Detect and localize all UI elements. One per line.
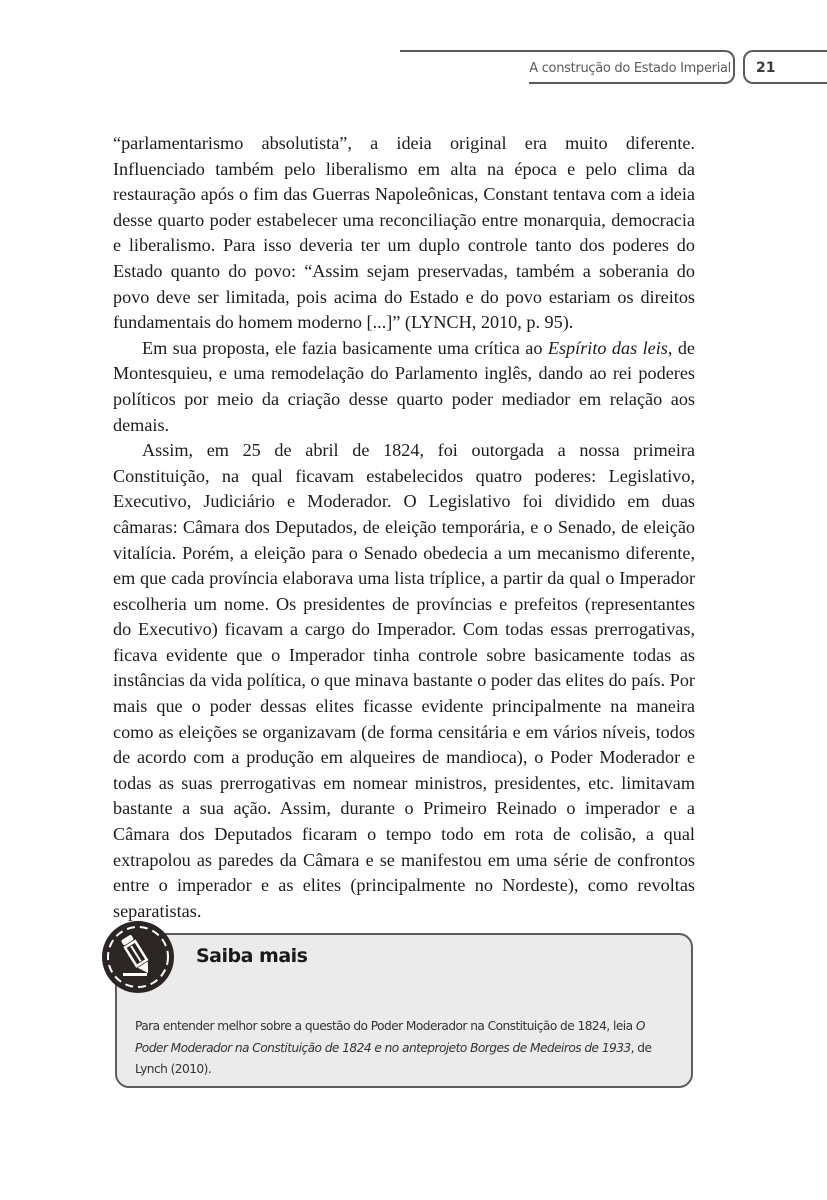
paragraph: “parlamentarismo absolutista”, a ideia original era muito diferente. Influenciado também pelo liberalismo em alta na época e pelo clima da restauração após o fim das Guerras Napoleônicas, Constant tentava com a ideia desse quarto poder estabelecer uma reconciliação entre monarquia, democracia e liberalismo. Para isso deveria ter um duplo controle tanto dos poderes do Estado quanto do povo: “Assim sejam preservadas, também a soberania do povo deve ser limitada, pois acima do Estado e do povo estariam os direitos fundamentais do homem moderno [...]” (LYNCH, 2010, p. 95). xyxy=(113,133,695,333)
book-title: O Poder Moderador na Constituição de 1824 e no anteprojeto Borges de Medeiros de 1933 xyxy=(135,1019,645,1055)
saiba-mais-title: Saiba mais xyxy=(196,945,308,967)
page-number: 21 xyxy=(756,60,776,76)
saiba-mais-text xyxy=(135,1016,675,1081)
box-text-part: Para entender melhor sobre a questão do Poder Moderador na Constituição de 1824, leia xyxy=(135,1019,636,1033)
running-title: A construção do Estado Imperial xyxy=(529,61,731,76)
box-text-part: , de Lynch (2010). xyxy=(135,1040,652,1076)
paragraph: Assim, em 25 de abril de 1824, foi outorgada a nossa primeira Constituição, na qual ficavam estabelecidos quatro poderes: Legislativo, Executivo, Judiciário e Moderador. O Legislativo foi dividido em duas câmaras: Câmara dos Deputados, de eleição temporária, e o Senado, de eleição vitalícia. Porém, a eleição para o Senado obedecia a um mecanismo diferente, em que cada província elaborava uma lista tríplice, a partir da qual o Imperador escolheria um nome. Os presidentes de províncias e prefeitos (representantes do Executivo) ficavam a cargo do Imperador. Com todas essas prerrogativas, ficava evidente que o Imperador tinha controle sobre basicamente todas as instâncias da vida política, o que minava bastante o poder das elites do país. Por mais que o poder dessas elites ficasse evidente principalmente na maneira como as eleições se organizavam (de forma censitária e em vários níveis, todos de acordo com a produção em alqueires de mandioca), o Poder Moderador e todas as suas prerrogativas em nomear ministros, presidentes, etc. limitavam bastante a sua ação. Assim, durante o Primeiro Reinado o imperador e a Câmara dos Deputados ficaram o tempo todo em rota de colisão, a qual extrapolou as paredes da Câmara e se manifestou em uma série de confrontos entre o imperador e as elites (principalmente no Nordeste), como revoltas separatistas. xyxy=(113,440,695,921)
body-text xyxy=(113,131,695,924)
pencil-icon xyxy=(101,920,175,994)
paragraph-text: , de Montesquieu, e uma remodelação do Parlamento inglês, dando ao rei poderes políticos por meio da criação desse quarto poder mediador em relação aos demais. xyxy=(113,337,695,435)
paragraph xyxy=(113,336,695,438)
book-title: Espírito das leis xyxy=(547,337,668,358)
paragraph-text: Em sua proposta, ele fazia basicamente uma crítica ao xyxy=(142,337,548,358)
